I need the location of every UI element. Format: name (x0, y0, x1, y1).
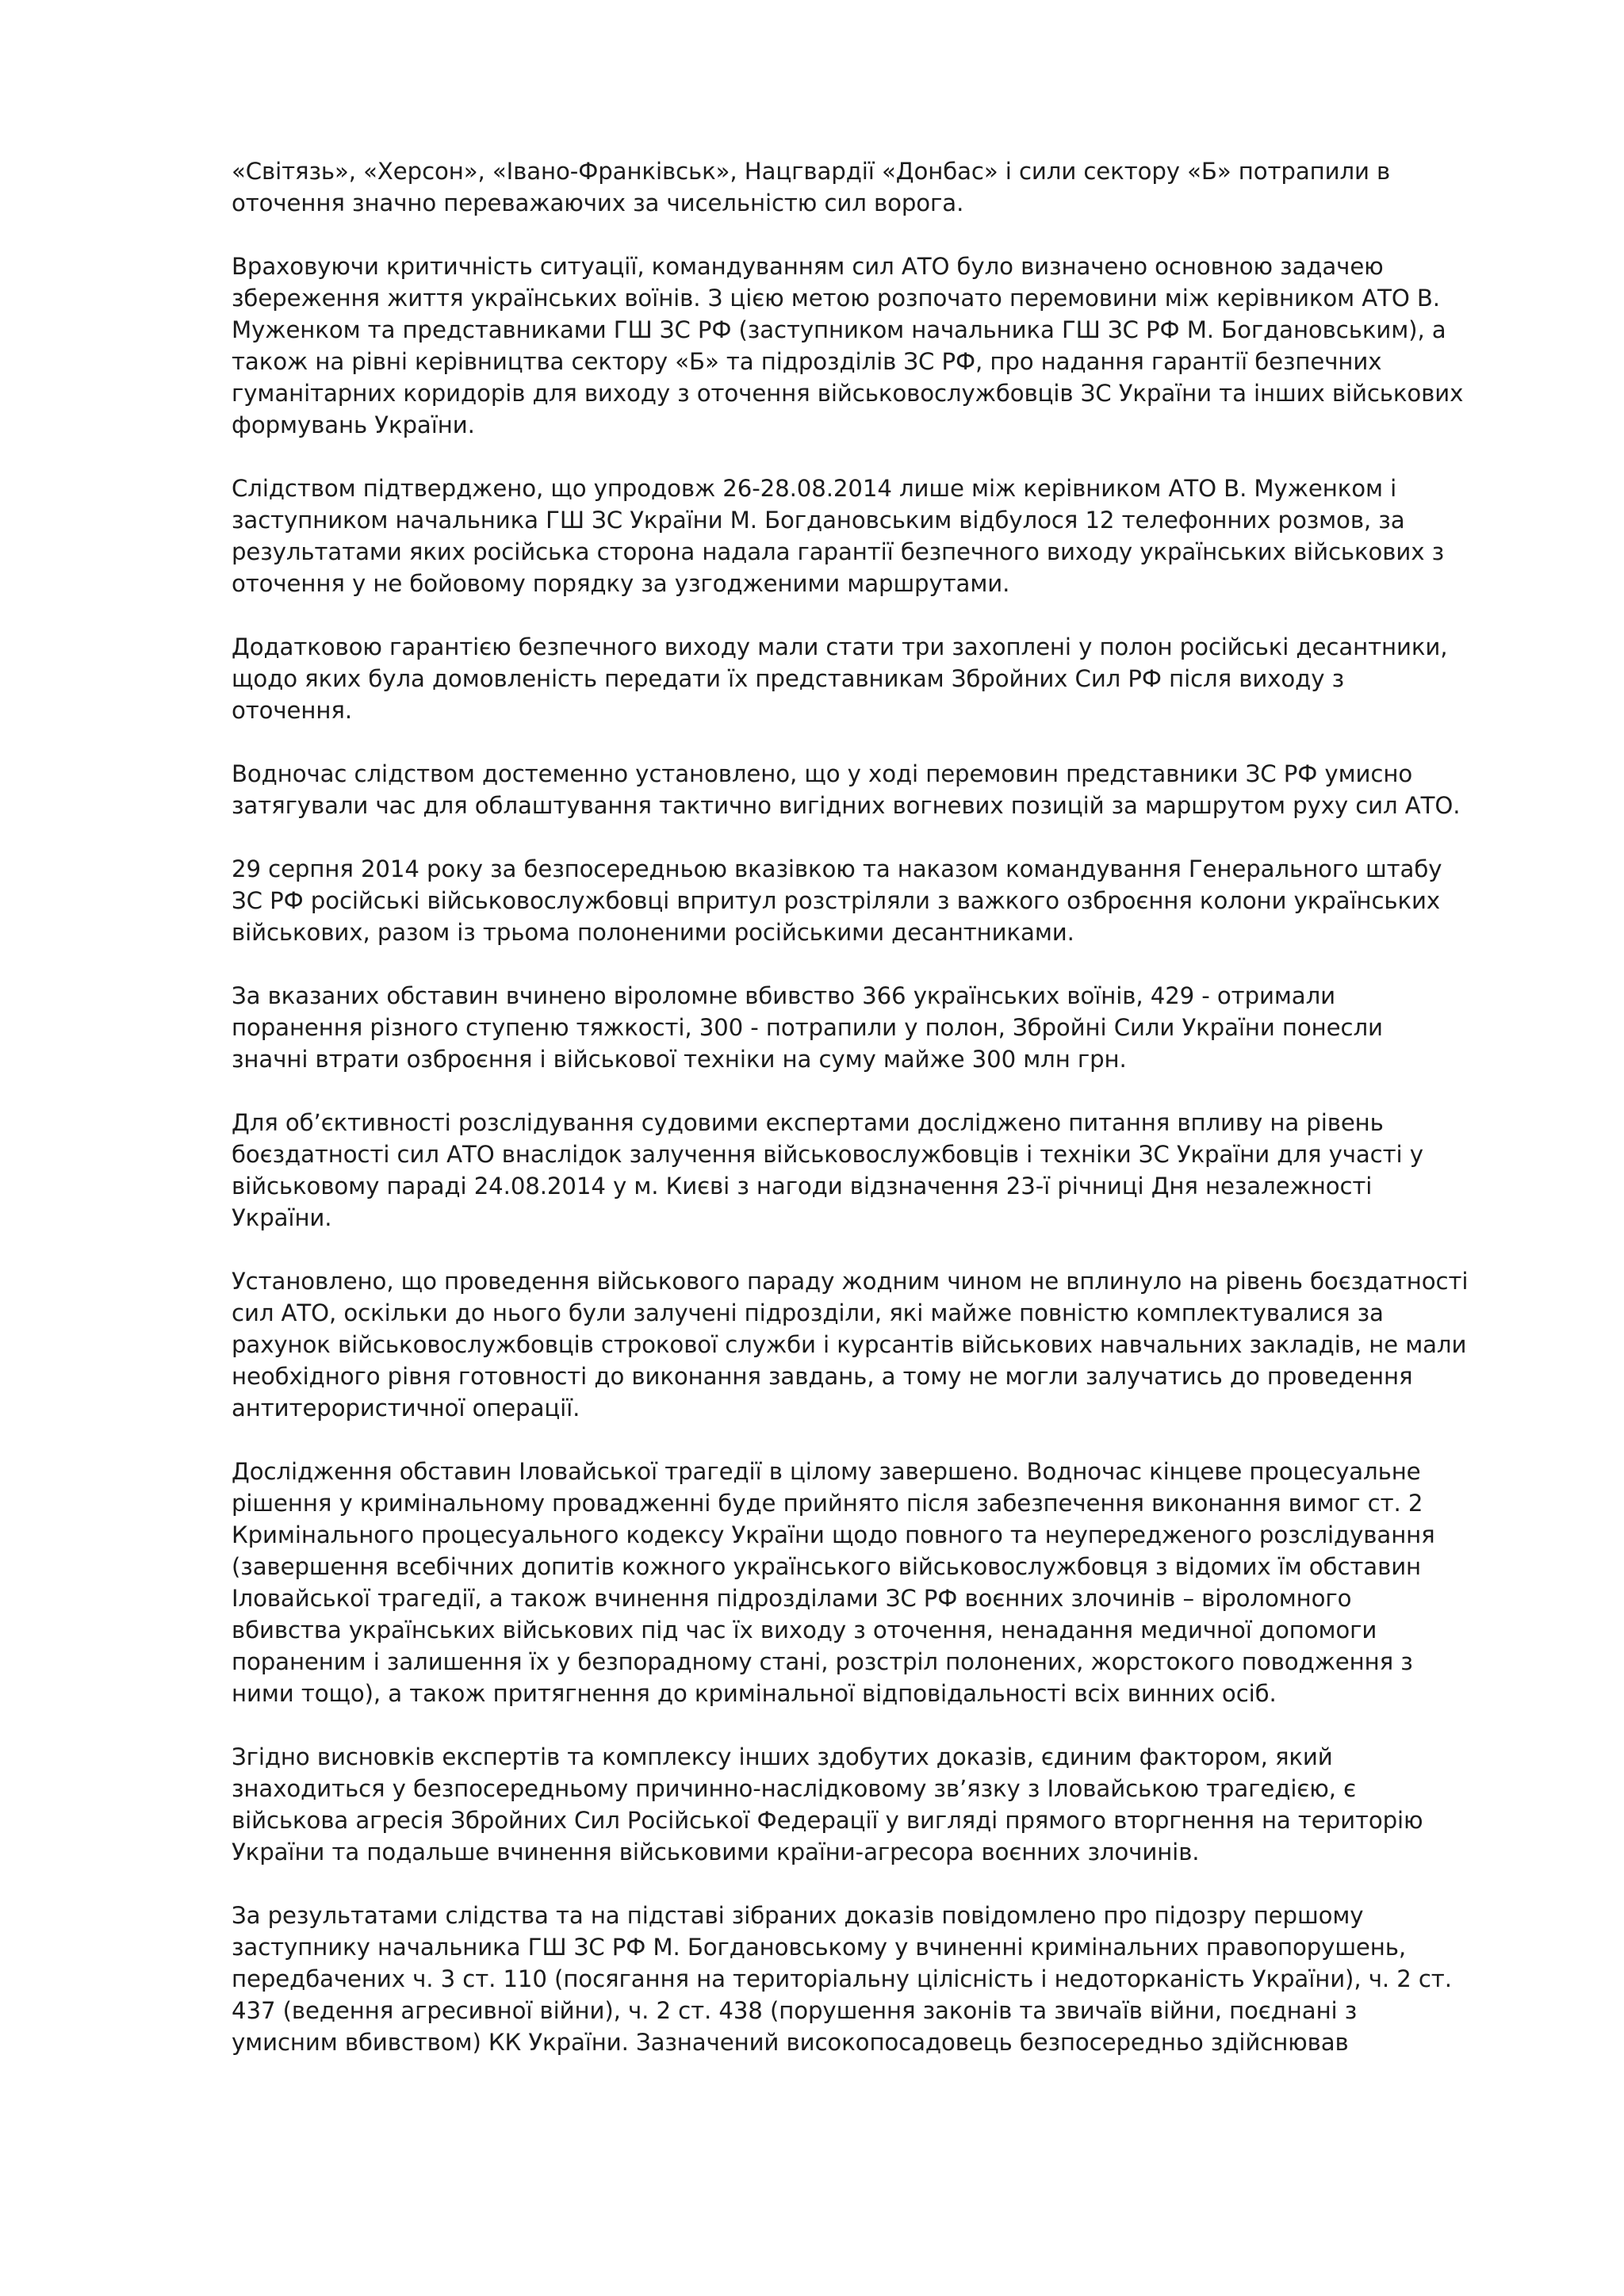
text-line: За вказаних обставин вчинено віроломне вбивство 366 українських воїнів, 429 - отримали (232, 982, 1336, 1009)
paragraph (232, 251, 1516, 441)
text-line: вбивства українських військових під час їх виходу з оточення, ненадання медичної допомоги (232, 1617, 1377, 1644)
text-line: (завершення всебічних допитів кожного українського військовослужбовця з відомих їм обставин (232, 1553, 1422, 1580)
paragraph (232, 1107, 1516, 1234)
text-line: рахунок військовослужбовців строкової служби і курсантів військових навчальних закладів, не мали (232, 1331, 1467, 1358)
text-line: Для об’єктивності розслідування судовими експертами досліджено питання впливу на рівень (232, 1109, 1384, 1136)
paragraph (232, 631, 1516, 726)
text-line: «Світязь», «Херсон», «Івано-Франківськ», Нацгвардії «Донбас» і сили сектору «Б» потрапили в (232, 158, 1391, 185)
text-line: оточення. (232, 697, 353, 724)
text-line: 437 (ведення агресивної війни), ч. 2 ст. 438 (порушення законів та звичаїв війни, поєднані з (232, 1997, 1358, 2024)
text-line: антитерористичної операції. (232, 1395, 580, 1422)
text-line: боєздатності сил АТО внаслідок залучення військовослужбовців і техніки ЗС України для участі у (232, 1141, 1423, 1168)
text-line: збереження життя українських воїнів. З цією метою розпочато перемовини між керівником АТО В. (232, 285, 1440, 312)
text-line: Враховуючи критичність ситуації, командуванням сил АТО було визначено основною задачею (232, 253, 1384, 280)
text-line: також на рівні керівництва сектору «Б» та підрозділів ЗС РФ, про надання гарантії безпечних (232, 348, 1382, 375)
text-line: військова агресія Збройних Сил Російської Федерації у вигляді прямого вторгнення на територію (232, 1807, 1423, 1834)
text-line: Згідно висновків експертів та комплексу інших здобутих доказів, єдиним фактором, який (232, 1743, 1333, 1770)
text-line: Слідством підтверджено, що упродовж 26-28.08.2014 лише між керівником АТО В. Муженком і (232, 475, 1397, 502)
text-line: щодо яких була домовленість передати їх представникам Збройних Сил РФ після виходу з (232, 665, 1345, 692)
text-line: Іловайської трагедії, а також вчинення підрозділами ЗС РФ воєнних злочинів – віроломного (232, 1585, 1352, 1612)
text-line: ними тощо), а також притягнення до кримінальної відповідальності всіх винних осіб. (232, 1680, 1277, 1707)
text-line: Додатковою гарантією безпечного виходу мали стати три захоплені у полон російські десантники, (232, 633, 1448, 660)
paragraph (232, 1456, 1516, 1709)
text-line: знаходиться у безпосередньому причинно-наслідковому зв’язку з Іловайською трагедією, є (232, 1775, 1357, 1802)
text-line: Кримінального процесуального кодексу України щодо повного та неупередженого розслідування (232, 1521, 1435, 1548)
text-line: пораненим і залишення їх у безпорадному стані, розстріл полонених, жорстокого поводження з (232, 1648, 1413, 1675)
text-line: передбачених ч. 3 ст. 110 (посягання на територіальну цілісність і недоторканість України), ч. 2 ст. (232, 1965, 1452, 1992)
paragraph (232, 1741, 1516, 1868)
paragraph (232, 853, 1516, 948)
text-line: значні втрати озброєння і військової техніки на суму майже 300 млн грн. (232, 1046, 1127, 1073)
text-line: військовому параді 24.08.2014 у м. Києві з нагоди відзначення 23-ї річниці Дня незалежності (232, 1173, 1373, 1200)
text-line: України. (232, 1204, 332, 1231)
text-line: 29 серпня 2014 року за безпосередньою вказівкою та наказом командування Генерального штабу (232, 855, 1442, 882)
text-line: ЗС РФ російські військовослужбовці впритул розстріляли з важкого озброєння колони українських (232, 887, 1441, 914)
paragraph (232, 980, 1516, 1075)
text-line: Установлено, що проведення військового параду жодним чином не вплинуло на рівень боєздатності (232, 1268, 1469, 1295)
text-line: гуманітарних коридорів для виходу з оточення військовослужбовців ЗС України та інших військових (232, 380, 1464, 407)
paragraph (232, 758, 1516, 821)
text-line: поранення різного ступеню тяжкості, 300 - потрапили у полон, Збройні Сили України понесли (232, 1014, 1383, 1041)
text-line: результатами яких російська сторона надала гарантії безпечного виходу українських військових з (232, 538, 1445, 565)
paragraph (232, 473, 1516, 599)
text-line: Муженком та представниками ГШ ЗС РФ (заступником начальника ГШ ЗС РФ М. Богдановським), а (232, 316, 1446, 343)
text-line: оточення у не бойовому порядку за узгодженими маршрутами. (232, 570, 1010, 597)
text-line: рішення у кримінальному провадженні буде прийнято після забезпечення виконання вимог ст. 2 (232, 1490, 1423, 1517)
text-line: Дослідження обставин Іловайської трагедії в цілому завершено. Водночас кінцеве процесуальне (232, 1458, 1421, 1485)
paragraph (232, 1265, 1516, 1424)
text-line: заступником начальника ГШ ЗС України М. Богдановським відбулося 12 телефонних розмов, за (232, 507, 1405, 534)
text-line: необхідного рівня готовності до виконання завдань, а тому не могли залучатись до проведення (232, 1363, 1413, 1390)
text-line: Водночас слідством достеменно установлено, що у ході перемовин представники ЗС РФ умисно (232, 760, 1413, 787)
text-line: України та подальше вчинення військовими країни-агресора воєнних злочинів. (232, 1839, 1200, 1866)
text-line: умисним вбивством) КК України. Зазначений високопосадовець безпосередньо здійснював (232, 2029, 1349, 2056)
text-line: військових, разом із трьома полоненими російськими десантниками. (232, 919, 1074, 946)
text-line: затягували час для облаштування тактично вигідних вогневих позицій за маршрутом руху сил АТО. (232, 792, 1461, 819)
text-line: оточення значно переважаючих за чисельністю сил ворога. (232, 189, 964, 216)
text-line: За результатами слідства та на підставі зібраних доказів повідомлено про підозру першому (232, 1902, 1364, 1929)
paragraph (232, 1900, 1516, 2058)
text-line: формувань України. (232, 411, 475, 438)
text-line: сил АТО, оскільки до нього були залучені підрозділи, які майже повністю комплектувалися за (232, 1299, 1384, 1326)
paragraph (232, 155, 1516, 219)
text-line: заступнику начальника ГШ ЗС РФ М. Богдановському у вчиненні кримінальних правопорушень, (232, 1934, 1407, 1961)
document-body (232, 155, 1516, 2090)
